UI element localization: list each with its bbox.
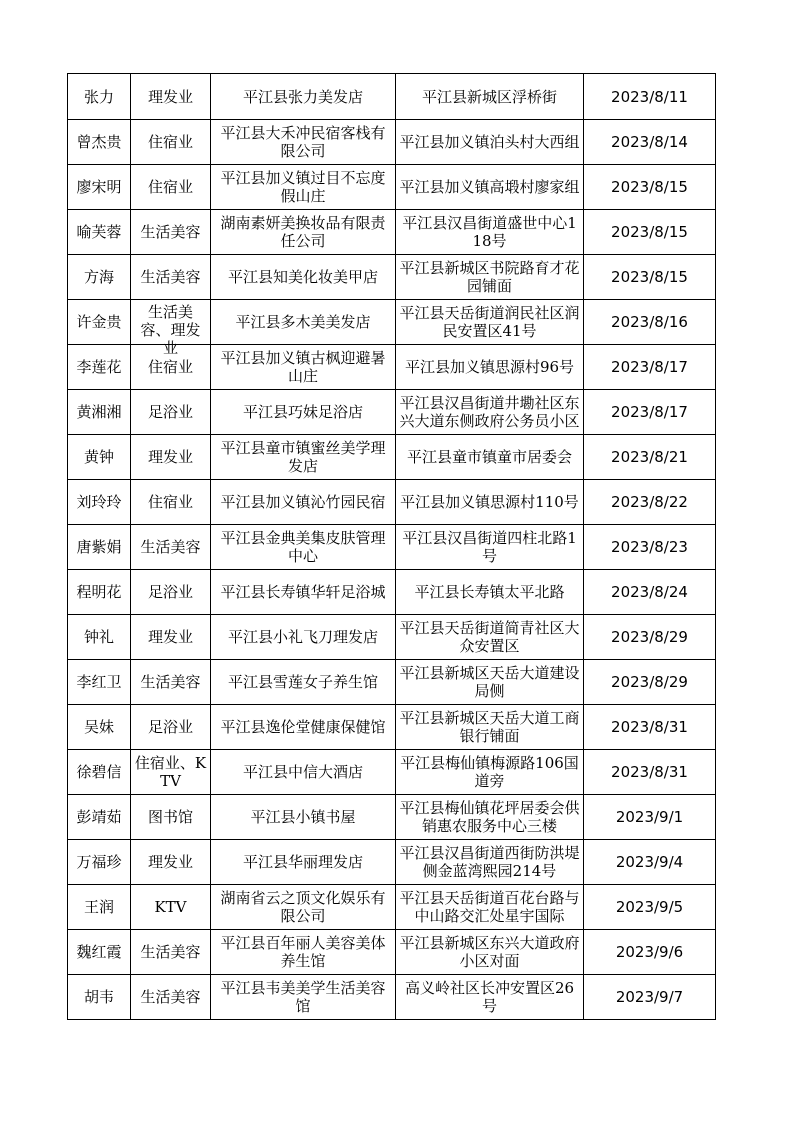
industry-cell: [131, 300, 211, 357]
industry-cell: [131, 120, 211, 165]
shop-name-cell: [211, 750, 396, 795]
operator-name-cell-text: 刘玲玲: [76, 493, 122, 511]
address-cell: [396, 975, 584, 1020]
address-cell: [396, 750, 584, 795]
address-cell-text: 平江县新城区东兴大道政府小区对面: [399, 934, 580, 970]
industry-cell: [131, 570, 211, 615]
shop-name-cell-text: 平江县多木美美发店: [235, 313, 371, 331]
date-cell: [584, 255, 716, 300]
date-cell: [584, 74, 716, 120]
operator-name-cell-text: 李莲花: [76, 358, 122, 376]
operator-name-cell-text: 唐紫娟: [76, 538, 122, 556]
address-cell-text: 平江县加义镇高塅村廖家组: [399, 178, 580, 196]
shop-name-cell-text: 平江县中信大酒店: [242, 763, 363, 781]
date-cell-text: 2023/8/31: [611, 763, 688, 781]
operator-name-cell: [68, 840, 131, 885]
date-cell-text: 2023/8/15: [611, 223, 688, 241]
operator-name-cell: [68, 705, 131, 750]
address-cell-text: 平江县梅仙镇花坪居委会供销惠农服务中心三楼: [399, 799, 580, 835]
shop-name-cell: [211, 840, 396, 885]
industry-cell: [131, 435, 211, 480]
shop-name-cell-text: 湖南素妍美换妆品有限责任公司: [220, 214, 386, 250]
date-cell: [584, 390, 716, 435]
operator-name-cell-text: 黄湘湘: [76, 403, 122, 421]
shop-name-cell: [211, 74, 396, 120]
table-row: [68, 120, 716, 165]
operator-name-cell: [68, 165, 131, 210]
shop-name-cell: [211, 480, 396, 525]
date-cell-text: 2023/9/6: [615, 943, 684, 961]
industry-cell: [131, 615, 211, 660]
address-cell-text: 平江县汉昌街道西街防洪堤侧金蓝湾熙园214号: [399, 844, 580, 880]
address-cell: [396, 570, 584, 615]
industry-cell: [131, 390, 211, 435]
operator-name-cell: [68, 615, 131, 660]
shop-name-cell: [211, 795, 396, 840]
operator-name-cell: [68, 255, 131, 300]
operator-name-cell-text: 曾杰贵: [76, 133, 122, 151]
table-row: [68, 570, 716, 615]
industry-cell-text: 生活美容: [140, 538, 201, 556]
date-cell-text: 2023/8/17: [611, 403, 688, 421]
operator-name-cell-text: 万福珍: [76, 853, 122, 871]
address-cell: [396, 840, 584, 885]
table-row: [68, 885, 716, 930]
table-row: [68, 975, 716, 1020]
address-cell-text: 平江县长寿镇太平北路: [414, 583, 565, 601]
operator-name-cell-text: 廖宋明: [76, 178, 122, 196]
industry-cell: [131, 660, 211, 705]
industry-cell: [131, 975, 211, 1020]
table-row: [68, 750, 716, 795]
industry-cell: [131, 525, 211, 570]
address-cell-text: 平江县新城区天岳大道建设局侧: [399, 664, 580, 700]
operator-name-cell-text: 喻芙蓉: [76, 223, 122, 241]
shop-name-cell: [211, 660, 396, 705]
shop-name-cell-text: 平江县加义镇古枫迎避暑山庄: [220, 349, 386, 385]
address-cell-text: 平江县汉昌街道盛世中心118号: [402, 214, 577, 250]
industry-cell-text: 生活美容: [140, 673, 201, 691]
shop-name-cell-text: 平江县巧妹足浴店: [242, 403, 363, 421]
date-cell-text: 2023/8/15: [611, 178, 688, 196]
shop-name-cell: [211, 615, 396, 660]
table-row: [68, 705, 716, 750]
operator-name-cell: [68, 210, 131, 255]
registry-table-body: [68, 74, 716, 1020]
date-cell: [584, 885, 716, 930]
shop-name-cell: [211, 930, 396, 975]
shop-name-cell: [211, 345, 396, 390]
industry-cell: [131, 255, 211, 300]
registry-table: [67, 73, 716, 1020]
industry-cell-text: 生活美容: [140, 988, 201, 1006]
date-cell-text: 2023/8/23: [611, 538, 688, 556]
operator-name-cell: [68, 975, 131, 1020]
operator-name-cell-text: 徐碧信: [76, 763, 122, 781]
industry-cell: [131, 795, 211, 840]
address-cell-text: 平江县汉昌街道井墈社区东兴大道东侧政府公务员小区: [399, 394, 580, 430]
industry-cell: [131, 930, 211, 975]
table-row: [68, 525, 716, 570]
address-cell-text: 高义岭社区长冲安置区26号: [404, 979, 575, 1015]
shop-name-cell-text: 平江县百年丽人美容美体养生馆: [220, 934, 386, 970]
date-cell: [584, 705, 716, 750]
industry-cell-text: 住宿业: [147, 493, 193, 511]
shop-name-cell-text: 平江县逸伦堂健康保健馆: [220, 718, 386, 736]
date-cell: [584, 840, 716, 885]
operator-name-cell-text: 胡韦: [83, 988, 114, 1006]
operator-name-cell: [68, 660, 131, 705]
operator-name-cell: [68, 300, 131, 345]
date-cell: [584, 795, 716, 840]
shop-name-cell: [211, 165, 396, 210]
operator-name-cell: [68, 74, 131, 120]
address-cell: [396, 705, 584, 750]
address-cell: [396, 74, 584, 120]
industry-cell-text: 理发业: [147, 853, 193, 871]
operator-name-cell: [68, 435, 131, 480]
operator-name-cell-text: 黄钟: [83, 448, 114, 466]
address-cell: [396, 930, 584, 975]
operator-name-cell: [68, 120, 131, 165]
table-row: [68, 660, 716, 705]
industry-cell-text: 足浴业: [147, 403, 193, 421]
table-row: [68, 300, 716, 345]
address-cell: [396, 660, 584, 705]
operator-name-cell-text: 方海: [83, 268, 114, 286]
address-cell-text: 平江县新城区天岳大道工商银行铺面: [399, 709, 580, 745]
date-cell-text: 2023/8/11: [611, 87, 688, 106]
shop-name-cell: [211, 300, 396, 345]
date-cell-text: 2023/8/21: [611, 448, 688, 466]
shop-name-cell-text: 平江县知美化妆美甲店: [227, 268, 378, 286]
industry-cell-text: 足浴业: [147, 718, 193, 736]
operator-name-cell: [68, 930, 131, 975]
industry-cell: [131, 750, 211, 795]
operator-name-cell-text: 程明花: [76, 583, 122, 601]
table-row: [68, 615, 716, 660]
address-cell-text: 平江县天岳街道百花台路与中山路交汇处星宇国际: [399, 889, 580, 925]
date-cell: [584, 345, 716, 390]
operator-name-cell-text: 张力: [83, 87, 114, 106]
address-cell: [396, 480, 584, 525]
date-cell-text: 2023/8/14: [611, 133, 688, 151]
operator-name-cell-text: 许金贵: [76, 313, 122, 331]
industry-cell: [131, 74, 211, 120]
table-row: [68, 255, 716, 300]
date-cell-text: 2023/9/5: [615, 898, 684, 916]
date-cell-text: 2023/8/29: [611, 628, 688, 646]
operator-name-cell-text: 吴妹: [83, 718, 114, 736]
operator-name-cell: [68, 390, 131, 435]
date-cell-text: 2023/8/16: [611, 313, 688, 331]
date-cell-text: 2023/9/1: [615, 808, 684, 826]
address-cell: [396, 795, 584, 840]
industry-cell: [131, 480, 211, 525]
industry-cell-text: KTV: [154, 898, 187, 916]
address-cell: [396, 435, 584, 480]
date-cell-text: 2023/9/7: [615, 988, 684, 1006]
industry-cell-text: 住宿业、KTV: [134, 754, 207, 790]
date-cell-text: 2023/8/17: [611, 358, 688, 376]
address-cell-text: 平江县汉昌街道四柱北路1号: [402, 529, 577, 565]
shop-name-cell-text: 平江县加义镇沁竹园民宿: [220, 493, 386, 511]
shop-name-cell: [211, 885, 396, 930]
address-cell-text: 平江县加义镇思源村96号: [404, 358, 575, 376]
industry-cell-text: 理发业: [147, 87, 193, 106]
date-cell: [584, 660, 716, 705]
date-cell-text: 2023/8/22: [611, 493, 688, 511]
industry-cell: [131, 210, 211, 255]
table-row: [68, 74, 716, 120]
industry-cell-text: 理发业: [147, 628, 193, 646]
industry-cell-text: 住宿业: [147, 133, 193, 151]
date-cell: [584, 120, 716, 165]
date-cell: [584, 435, 716, 480]
operator-name-cell: [68, 480, 131, 525]
industry-cell-text: 图书馆: [147, 808, 193, 826]
date-cell: [584, 930, 716, 975]
address-cell-text: 平江县梅仙镇梅源路106国道旁: [400, 754, 579, 790]
address-cell-text: 平江县新城区浮桥街: [421, 87, 557, 106]
shop-name-cell-text: 平江县张力美发店: [242, 87, 363, 106]
address-cell: [396, 525, 584, 570]
date-cell-text: 2023/8/29: [611, 673, 688, 691]
shop-name-cell: [211, 210, 396, 255]
shop-name-cell-text: 平江县长寿镇华轩足浴城: [220, 583, 386, 601]
operator-name-cell-text: 彭靖茹: [76, 808, 122, 826]
industry-cell-text: 住宿业: [147, 358, 193, 376]
address-cell: [396, 390, 584, 435]
date-cell-text: 2023/8/31: [611, 718, 688, 736]
industry-cell-text: 住宿业: [147, 178, 193, 196]
date-cell: [584, 615, 716, 660]
shop-name-cell-text: 平江县韦美美学生活美容馆: [220, 979, 386, 1015]
table-row: [68, 480, 716, 525]
address-cell-text: 平江县新城区书院路育才花园铺面: [399, 259, 580, 295]
shop-name-cell: [211, 120, 396, 165]
industry-cell-text: 生活美容: [140, 223, 201, 241]
shop-name-cell: [211, 975, 396, 1020]
shop-name-cell-text: 湖南省云之顶文化娱乐有限公司: [220, 889, 386, 925]
shop-name-cell-text: 平江县小镇书屋: [250, 808, 356, 826]
table-row: [68, 165, 716, 210]
shop-name-cell-text: 平江县小礼飞刀理发店: [227, 628, 378, 646]
industry-cell-text: 生活美容: [140, 268, 201, 286]
shop-name-cell-text: 平江县童市镇蜜丝美学理发店: [220, 439, 386, 475]
shop-name-cell-text: 平江县金典美集皮肤管理中心: [220, 529, 386, 565]
shop-name-cell: [211, 390, 396, 435]
operator-name-cell-text: 钟礼: [83, 628, 114, 646]
industry-cell-text: 理发业: [147, 448, 193, 466]
operator-name-cell-text: 魏红霞: [76, 943, 122, 961]
date-cell: [584, 570, 716, 615]
address-cell: [396, 120, 584, 165]
industry-cell-text: 生活美容、理发业: [140, 303, 201, 357]
operator-name-cell: [68, 885, 131, 930]
industry-cell: [131, 840, 211, 885]
address-cell-text: 平江县加义镇思源村110号: [400, 493, 579, 511]
address-cell-text: 平江县加义镇泊头村大西组: [399, 133, 580, 151]
shop-name-cell: [211, 525, 396, 570]
address-cell-text: 平江县童市镇童市居委会: [406, 448, 572, 466]
industry-cell: [131, 885, 211, 930]
address-cell-text: 平江县天岳街道简青社区大众安置区: [399, 619, 580, 655]
date-cell: [584, 300, 716, 345]
address-cell: [396, 255, 584, 300]
operator-name-cell: [68, 795, 131, 840]
industry-cell: [131, 165, 211, 210]
shop-name-cell: [211, 255, 396, 300]
date-cell-text: 2023/8/24: [611, 583, 688, 601]
date-cell: [584, 525, 716, 570]
date-cell-text: 2023/9/4: [615, 853, 684, 871]
industry-cell-text: 足浴业: [147, 583, 193, 601]
table-row: [68, 435, 716, 480]
operator-name-cell: [68, 525, 131, 570]
date-cell: [584, 975, 716, 1020]
address-cell: [396, 210, 584, 255]
date-cell: [584, 480, 716, 525]
address-cell-text: 平江县天岳街道润民社区润民安置区41号: [399, 304, 580, 340]
table-row: [68, 795, 716, 840]
date-cell: [584, 750, 716, 795]
address-cell: [396, 300, 584, 345]
address-cell: [396, 885, 584, 930]
operator-name-cell-text: 李红卫: [76, 673, 122, 691]
shop-name-cell-text: 平江县华丽理发店: [242, 853, 363, 871]
table-row: [68, 210, 716, 255]
shop-name-cell: [211, 435, 396, 480]
shop-name-cell-text: 平江县大禾冲民宿客栈有限公司: [220, 124, 386, 160]
shop-name-cell: [211, 570, 396, 615]
address-cell: [396, 345, 584, 390]
shop-name-cell-text: 平江县加义镇过目不忘度假山庄: [220, 169, 386, 205]
shop-name-cell-text: 平江县雪莲女子养生馆: [227, 673, 378, 691]
industry-cell-text: 生活美容: [140, 943, 201, 961]
shop-name-cell: [211, 705, 396, 750]
date-cell-text: 2023/8/15: [611, 268, 688, 286]
date-cell: [584, 210, 716, 255]
address-cell: [396, 165, 584, 210]
operator-name-cell-text: 王润: [83, 898, 114, 916]
table-row: [68, 390, 716, 435]
operator-name-cell: [68, 570, 131, 615]
operator-name-cell: [68, 750, 131, 795]
industry-cell: [131, 705, 211, 750]
date-cell: [584, 165, 716, 210]
operator-name-cell: [68, 345, 131, 390]
address-cell: [396, 615, 584, 660]
table-row: [68, 930, 716, 975]
table-row: [68, 840, 716, 885]
